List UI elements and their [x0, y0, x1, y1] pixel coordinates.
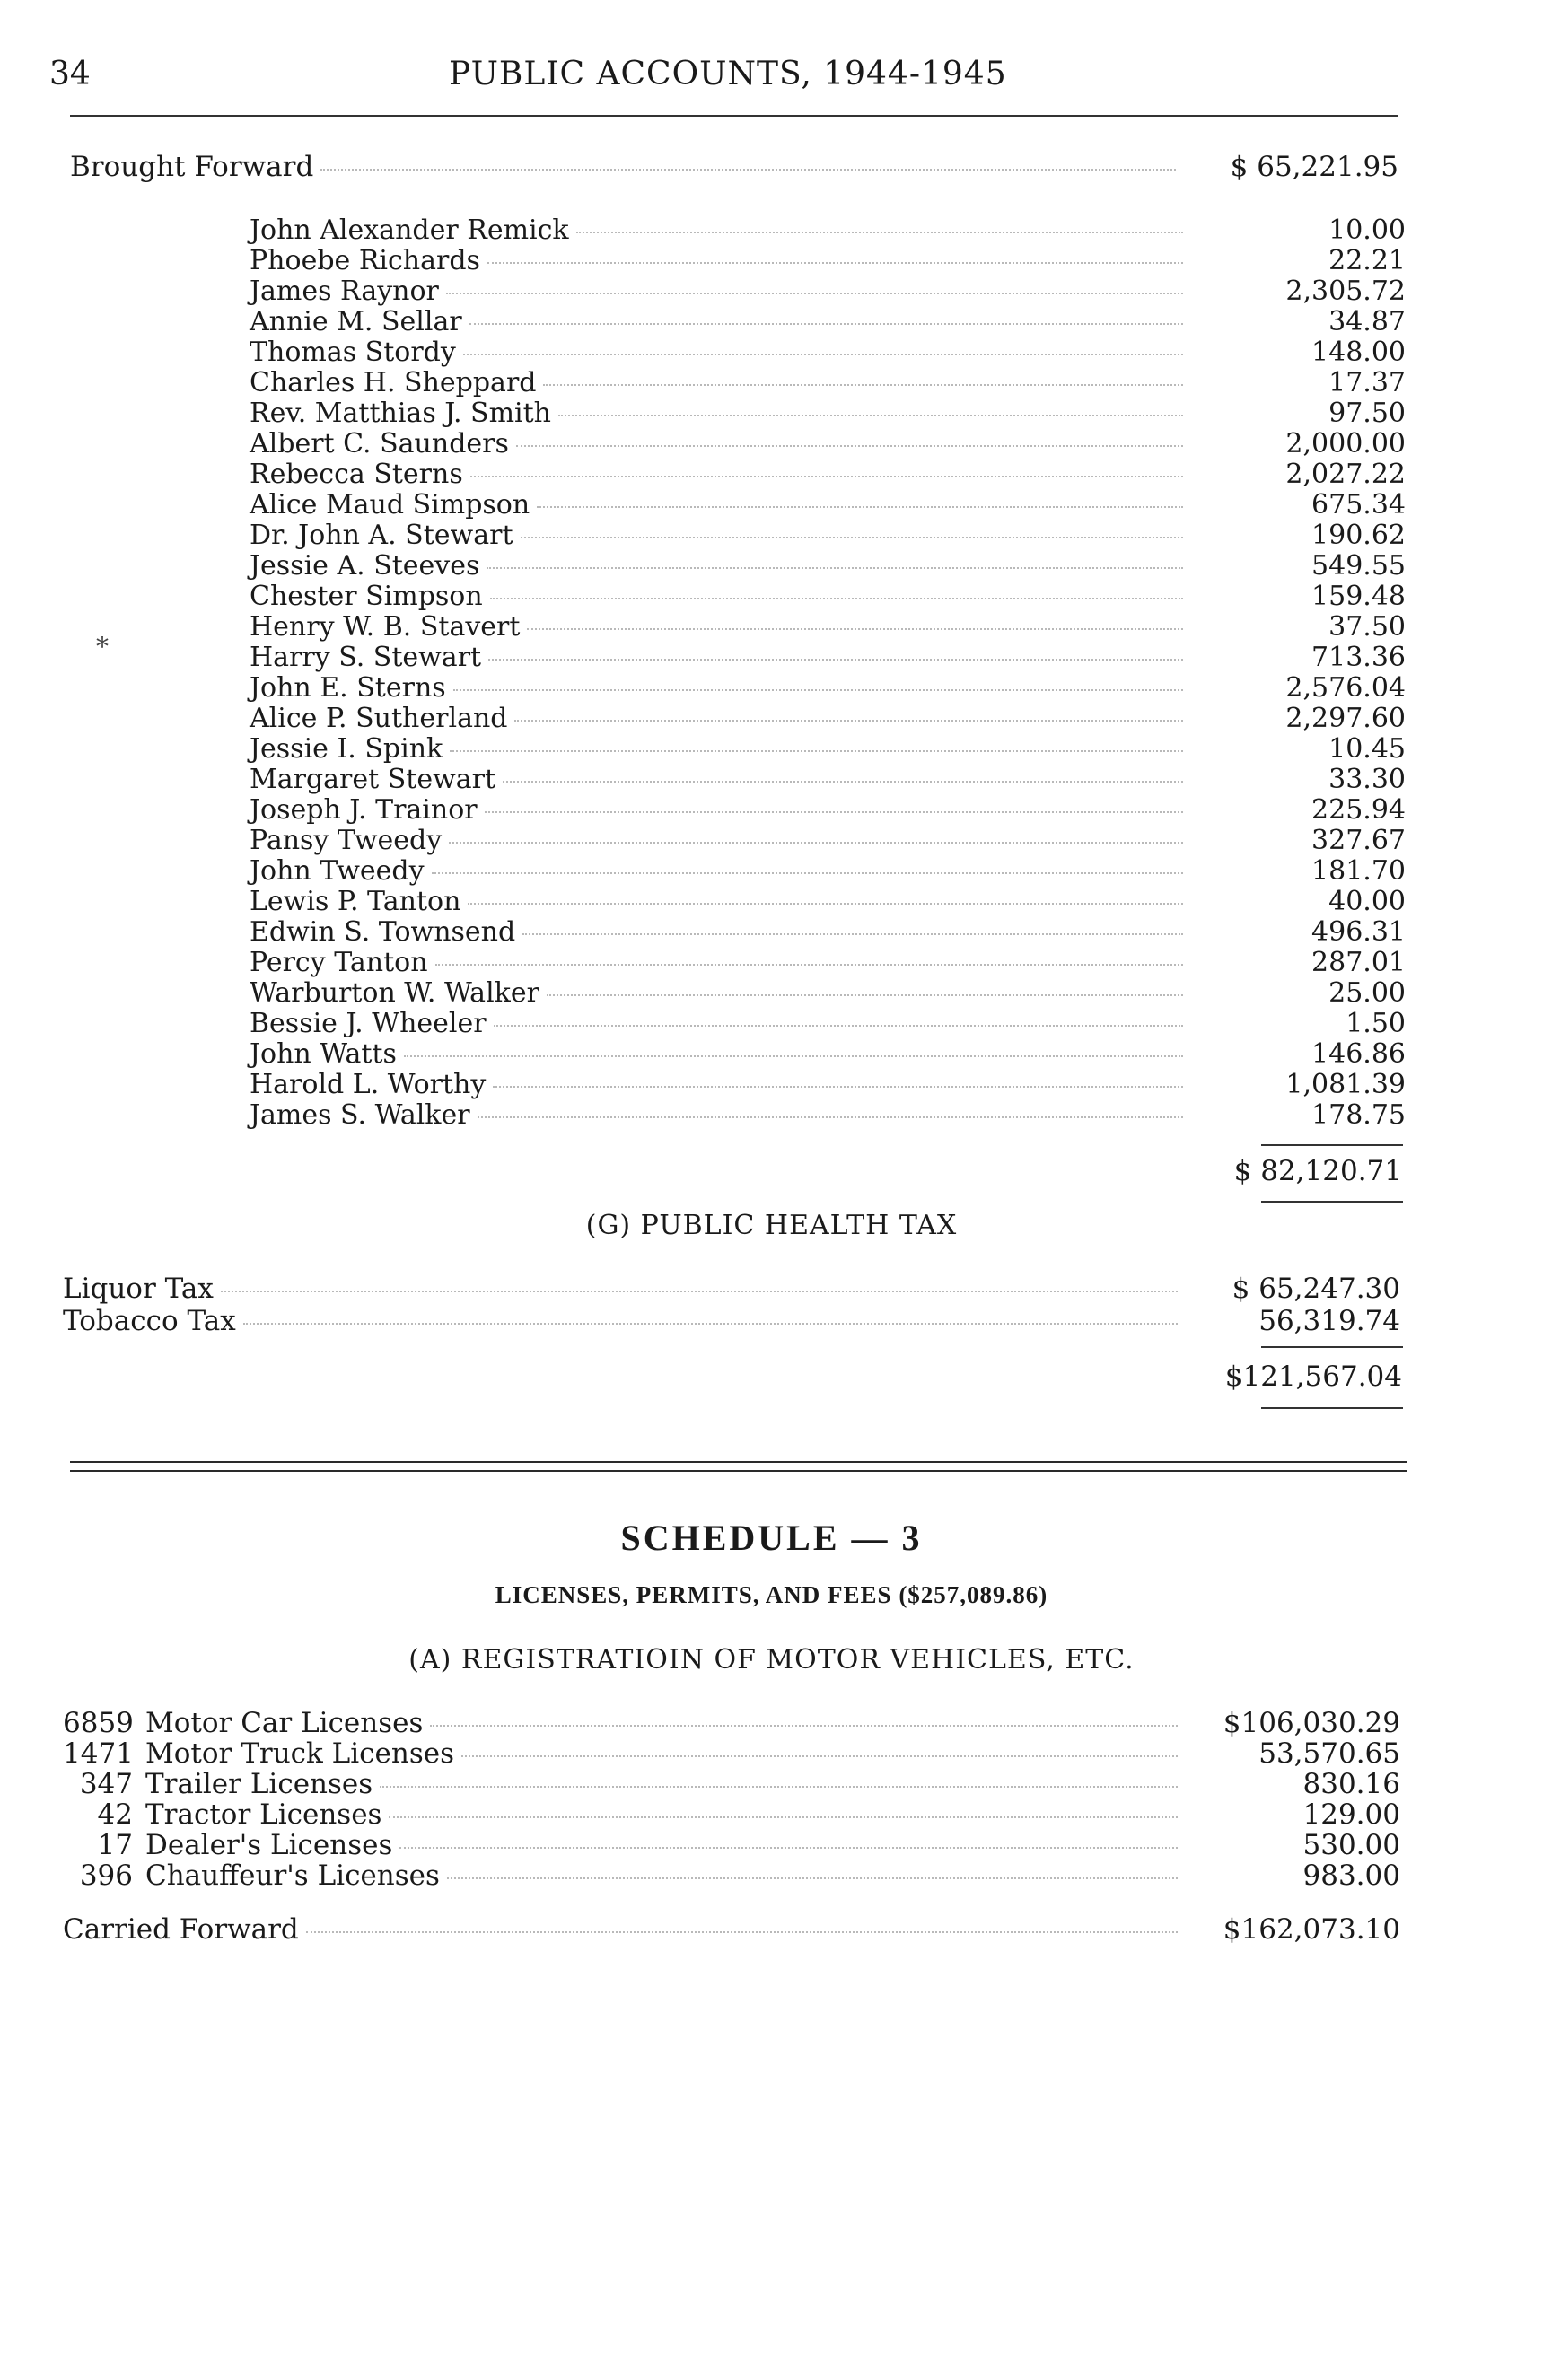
license-amount: 830.16 [1302, 1768, 1400, 1800]
public-health-total: $121,567.04 [1224, 1361, 1402, 1393]
person-amount: 178.75 [1311, 1099, 1406, 1131]
table-row [63, 1273, 1400, 1305]
person-name: James S. Walker [250, 1099, 470, 1131]
dot-leader [446, 292, 1183, 294]
person-amount: 25.00 [1328, 977, 1406, 1009]
tax-label: Liquor Tax [63, 1273, 214, 1305]
dot-leader [221, 1290, 1178, 1292]
dot-leader [469, 322, 1183, 325]
list-item [250, 307, 1406, 337]
person-name: Charles H. Sheppard [250, 367, 537, 398]
person-amount: 327.67 [1311, 825, 1406, 856]
schedule-separator [70, 1461, 1407, 1463]
person-name: Rev. Matthias J. Smith [250, 398, 551, 429]
dot-leader [450, 749, 1183, 752]
person-amount: 17.37 [1328, 367, 1406, 398]
dot-leader [514, 719, 1183, 722]
dot-leader [306, 1930, 1178, 1933]
person-name: Chester Simpson [250, 581, 483, 612]
dot-leader [404, 1054, 1183, 1057]
license-count: 347 [79, 1768, 133, 1800]
list-item [250, 795, 1406, 826]
license-label: Motor Truck Licenses [145, 1737, 454, 1770]
names-total: $ 82,120.71 [1233, 1155, 1402, 1187]
table-row [63, 1829, 1400, 1861]
dot-leader [243, 1322, 1178, 1325]
dot-leader [576, 231, 1183, 233]
person-amount: 2,000.00 [1285, 428, 1406, 459]
list-item [250, 429, 1406, 459]
person-amount: 97.50 [1328, 398, 1406, 429]
page-title: PUBLIC ACCOUNTS, 1944-1945 [449, 56, 1007, 92]
total-rule [1261, 1407, 1403, 1409]
dot-leader [485, 810, 1183, 813]
brought-forward-amount: $ 65,221.95 [1230, 151, 1398, 183]
public-health-heading: (G) PUBLIC HEALTH TAX [585, 1210, 958, 1241]
table-row [63, 1859, 1400, 1892]
person-name: John Tweedy [250, 855, 425, 887]
schedule-section-heading: (A) REGISTRATIOIN OF MOTOR VEHICLES, ETC. [408, 1644, 1135, 1676]
dot-leader [320, 168, 1176, 171]
list-item [250, 1009, 1406, 1039]
person-name: Thomas Stordy [250, 337, 456, 368]
person-name: Rebecca Sterns [250, 459, 463, 490]
schedule-separator [70, 1470, 1407, 1472]
dot-leader [447, 1877, 1178, 1879]
list-item [250, 948, 1406, 978]
list-item [250, 398, 1406, 429]
person-name: Warburton W. Walker [250, 977, 539, 1009]
list-item [250, 490, 1406, 521]
person-amount: 34.87 [1328, 306, 1406, 337]
carried-forward-label: Carried Forward [63, 1913, 299, 1946]
list-item [250, 765, 1406, 795]
list-item [250, 673, 1406, 704]
dot-leader [493, 1085, 1183, 1088]
list-item [250, 1039, 1406, 1070]
person-name: John Watts [250, 1038, 397, 1070]
tax-label: Tobacco Tax [63, 1305, 236, 1337]
brought-forward-label: Brought Forward [70, 151, 314, 183]
list-item [250, 521, 1406, 551]
person-name: Harold L. Worthy [250, 1069, 487, 1100]
person-name: Albert C. Saunders [250, 428, 509, 459]
person-name: Dr. John A. Stewart [250, 520, 513, 551]
list-item [250, 1100, 1406, 1131]
person-name: Margaret Stewart [250, 764, 496, 795]
person-amount: 1,081.39 [1285, 1069, 1406, 1100]
dot-leader [516, 444, 1183, 447]
list-item [250, 276, 1406, 307]
list-item [250, 734, 1406, 765]
dot-leader [527, 627, 1183, 630]
license-label: Chauffeur's Licenses [145, 1859, 440, 1892]
person-amount: 37.50 [1328, 611, 1406, 643]
person-name: John E. Sterns [250, 672, 446, 704]
person-amount: 40.00 [1328, 886, 1406, 917]
table-row [63, 1768, 1400, 1800]
person-name: Joseph J. Trainor [250, 794, 478, 826]
person-name: Percy Tanton [250, 947, 428, 978]
page-number: 34 [49, 56, 91, 92]
tax-amount: $ 65,247.30 [1232, 1273, 1400, 1305]
list-item [250, 887, 1406, 917]
schedule-subtitle: LICENSES, PERMITS, AND FEES ($257,089.86) [495, 1581, 1048, 1608]
dot-leader [470, 475, 1183, 477]
list-item [250, 215, 1406, 246]
license-count: 1471 [63, 1737, 134, 1770]
license-amount: $106,030.29 [1223, 1707, 1400, 1739]
person-amount: 10.45 [1328, 733, 1406, 765]
dot-leader [487, 566, 1183, 569]
person-amount: 2,305.72 [1285, 276, 1406, 307]
carried-forward-amount: $162,073.10 [1223, 1913, 1400, 1946]
person-name: Harry S. Stewart [250, 642, 482, 673]
margin-mark: * [96, 632, 109, 661]
person-amount: 496.31 [1311, 916, 1406, 948]
license-count: 6859 [63, 1707, 134, 1739]
dot-leader [547, 993, 1183, 996]
list-item [250, 917, 1406, 948]
subtotal-rule [1261, 1346, 1403, 1348]
person-name: Bessie J. Wheeler [250, 1008, 487, 1039]
dot-leader [494, 1024, 1183, 1027]
person-amount: 2,027.22 [1285, 459, 1406, 490]
dot-leader [399, 1846, 1178, 1849]
dot-leader [468, 902, 1183, 905]
license-amount: 129.00 [1302, 1798, 1400, 1831]
person-amount: 225.94 [1311, 794, 1406, 826]
list-item [250, 856, 1406, 887]
dot-leader [478, 1116, 1183, 1118]
list-item [250, 978, 1406, 1009]
dot-leader [435, 963, 1183, 966]
dot-leader [461, 1754, 1178, 1757]
person-amount: 33.30 [1328, 764, 1406, 795]
person-name: Alice P. Sutherland [250, 703, 508, 734]
dot-leader [558, 414, 1183, 416]
subtotal-rule [1261, 1144, 1403, 1146]
person-amount: 10.00 [1328, 214, 1406, 246]
dot-leader [380, 1785, 1178, 1788]
person-name: Jessie I. Spink [250, 733, 443, 765]
dot-leader [432, 871, 1183, 874]
dot-leader [488, 658, 1183, 661]
license-label: Trailer Licenses [145, 1768, 373, 1800]
table-row [63, 1737, 1400, 1770]
dot-leader [430, 1724, 1178, 1727]
brought-forward-row [70, 151, 1398, 183]
person-amount: 146.86 [1311, 1038, 1406, 1070]
header-rule [70, 115, 1398, 117]
list-item [250, 246, 1406, 276]
list-item [250, 704, 1406, 734]
license-label: Dealer's Licenses [145, 1829, 393, 1861]
table-row [63, 1798, 1400, 1831]
license-count: 396 [79, 1859, 133, 1892]
license-count: 17 [97, 1829, 133, 1861]
person-name: Henry W. B. Stavert [250, 611, 521, 643]
list-item [250, 551, 1406, 582]
list-item [250, 368, 1406, 398]
dot-leader [389, 1816, 1178, 1818]
person-amount: 2,297.60 [1285, 703, 1406, 734]
dot-leader [490, 597, 1183, 599]
table-row [63, 1707, 1400, 1739]
license-count: 42 [97, 1798, 133, 1831]
person-amount: 181.70 [1311, 855, 1406, 887]
license-label: Motor Car Licenses [145, 1707, 424, 1739]
person-name: Jessie A. Steeves [250, 550, 480, 582]
person-amount: 148.00 [1311, 337, 1406, 368]
person-name: Alice Maud Simpson [250, 489, 530, 521]
person-name: James Raynor [250, 276, 439, 307]
license-amount: 53,570.65 [1258, 1737, 1400, 1770]
person-amount: 190.62 [1311, 520, 1406, 551]
schedule-title: SCHEDULE — 3 [620, 1518, 923, 1558]
carried-forward-row [63, 1913, 1400, 1946]
person-amount: 675.34 [1311, 489, 1406, 521]
person-name: John Alexander Remick [250, 214, 569, 246]
person-amount: 2,576.04 [1285, 672, 1406, 704]
total-rule [1261, 1201, 1403, 1203]
list-item [250, 643, 1406, 673]
dot-leader [463, 353, 1183, 355]
license-label: Tractor Licenses [145, 1798, 382, 1831]
tax-amount: 56,319.74 [1258, 1305, 1400, 1337]
dot-leader [522, 932, 1183, 935]
list-item [250, 826, 1406, 856]
person-name: Phoebe Richards [250, 245, 480, 276]
table-row [63, 1305, 1400, 1337]
person-name: Lewis P. Tanton [250, 886, 461, 917]
license-amount: 530.00 [1302, 1829, 1400, 1861]
dot-leader [503, 780, 1183, 783]
person-amount: 713.36 [1311, 642, 1406, 673]
dot-leader [543, 383, 1183, 386]
person-amount: 22.21 [1328, 245, 1406, 276]
person-amount: 287.01 [1311, 947, 1406, 978]
dot-leader [449, 841, 1183, 844]
dot-leader [537, 505, 1183, 508]
dot-leader [453, 688, 1183, 691]
person-name: Pansy Tweedy [250, 825, 443, 856]
list-item [250, 612, 1406, 643]
person-name: Annie M. Sellar [250, 306, 462, 337]
dot-leader [487, 261, 1183, 264]
license-amount: 983.00 [1302, 1859, 1400, 1892]
person-amount: 159.48 [1311, 581, 1406, 612]
list-item [250, 459, 1406, 490]
list-item [250, 337, 1406, 368]
person-amount: 1.50 [1346, 1008, 1406, 1039]
list-item [250, 582, 1406, 612]
person-name: Edwin S. Townsend [250, 916, 516, 948]
dot-leader [521, 536, 1184, 538]
person-amount: 549.55 [1311, 550, 1406, 582]
list-item [250, 1070, 1406, 1100]
